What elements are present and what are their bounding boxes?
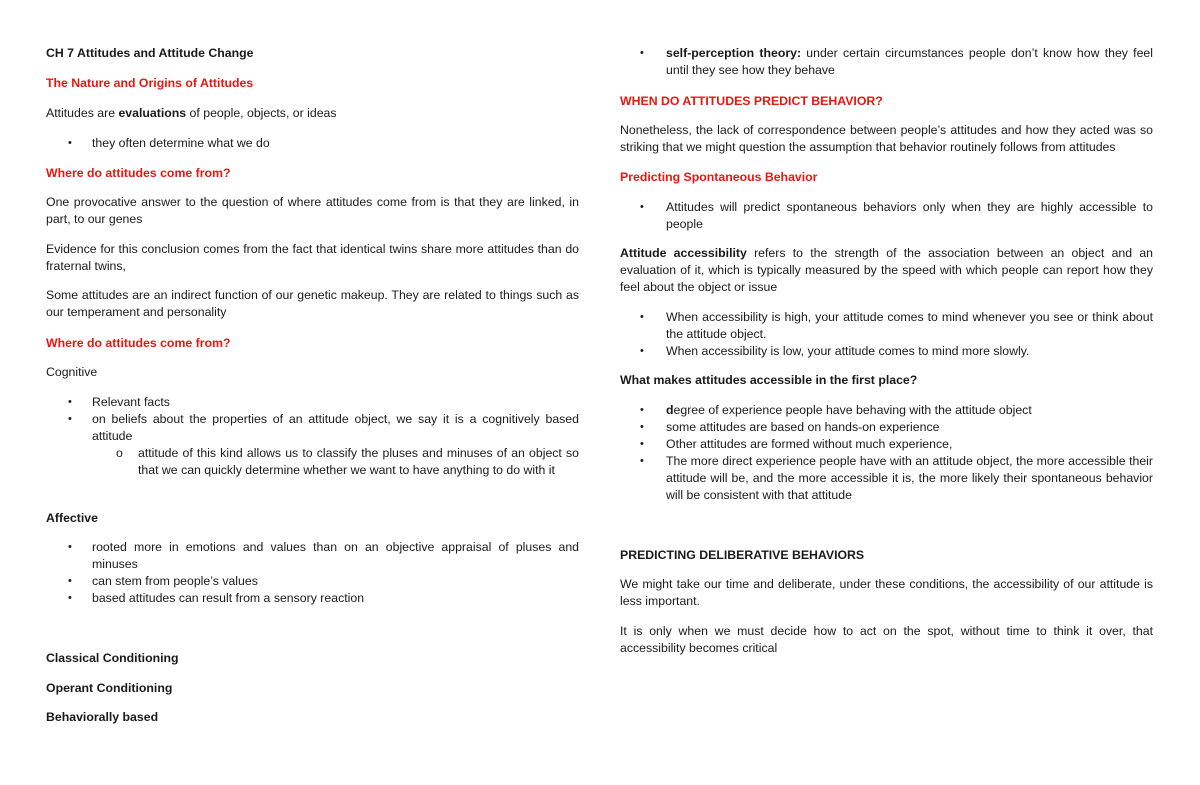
list-item: • When accessibility is low, your attitude comes to mind more slowly. — [640, 344, 1030, 358]
classical-conditioning-label: Classical Conditioning — [46, 651, 179, 665]
heading-when-predict: WHEN DO ATTITUDES PREDICT BEHAVIOR? — [620, 94, 883, 108]
list-item: • rooted more in emotions and values than on an objective appraisal of pluses and minuses — [68, 540, 579, 571]
heading-nature-origins: The Nature and Origins of Attitudes — [46, 76, 254, 90]
paragraph-nonetheless: Nonetheless, the lack of correspondence between people’s attitudes and how they acted was so striking that we might question the assumption that behavior routinely follows from attitudes — [620, 123, 1153, 154]
list-item: • Attitudes will predict spontaneous behaviors only when they are highly accessible to people — [640, 200, 1153, 231]
circle-bullet-icon: o — [116, 446, 123, 460]
operant-conditioning-label: Operant Conditioning — [46, 681, 173, 695]
list-item: • degree of experience people have behaving with the attitude object — [640, 403, 1032, 417]
list-item: • some attitudes are based on hands-on experience — [640, 420, 940, 434]
bullet-icon: • — [68, 575, 72, 587]
bullet-icon: • — [68, 592, 72, 604]
bullet-icon: • — [640, 47, 644, 59]
heading-deliberative: PREDICTING DELIBERATIVE BEHAVIORS — [620, 548, 865, 562]
list-item: • can stem from people’s values — [68, 574, 258, 588]
list-item: • The more direct experience people have with an attitude object, the more accessible their attitude will be, and the more accessible it is, the more likely their spontaneous behavior will be consistent with that attitude — [640, 454, 1153, 502]
page-title: CH 7 Attitudes and Attitude Change — [46, 46, 254, 60]
list-item: • Relevant facts — [68, 395, 170, 409]
heading-spontaneous: Predicting Spontaneous Behavior — [620, 170, 818, 184]
self-perception-term: self-perception theory: — [666, 46, 802, 60]
attitudes-definition: Attitudes are evaluations of people, objects, or ideas — [46, 106, 337, 120]
list-item: • on beliefs about the properties of an attitude object, we say it is a cognitively based attitude — [68, 412, 579, 443]
bullet-icon: • — [68, 396, 72, 408]
cognitive-label: Cognitive — [46, 365, 98, 379]
paragraph-deliberate: We might take our time and deliberate, under these conditions, the accessibility of our attitude is less important. — [620, 577, 1153, 608]
behaviorally-based-label: Behaviorally based — [46, 710, 159, 724]
bullet-icon: • — [640, 345, 644, 357]
bullet-icon: • — [640, 311, 644, 323]
evaluations-term: evaluations — [118, 106, 187, 120]
bullet-icon: • — [640, 201, 644, 213]
paragraph-accessibility: Attitude accessibility refers to the strength of the association between an object and an evaluation of it, which is typically measured by the speed with which people can report how they feel about the object or issue — [620, 246, 1153, 294]
sub-list-item: o attitude of this kind allows us to classify the pluses and minuses of an object so that we can quickly determine whether we want to have anything to do with it — [116, 446, 579, 477]
list-item: • based attitudes can result from a sensory reaction — [68, 591, 365, 605]
paragraph-genes: One provocative answer to the question of where attitudes come from is that they are linked, in part, to our genes — [46, 195, 579, 226]
list-item: • When accessibility is high, your attitude comes to mind whenever you see or think about the attitude object. — [640, 310, 1153, 341]
heading-where-from-1: Where do attitudes come from? — [46, 166, 231, 180]
bullet-icon: • — [68, 137, 72, 149]
affective-label: Affective — [46, 511, 98, 525]
list-item: • self-perception theory: under certain circumstances people don’t know how they feel until they see how they behave — [640, 46, 1153, 77]
heading-where-from-2: Where do attitudes come from? — [46, 336, 231, 350]
list-item: • they often determine what we do — [68, 136, 270, 150]
bullet-icon: • — [68, 541, 72, 553]
bullet-icon: • — [68, 413, 72, 425]
list-item: • Other attitudes are formed without much experience, — [640, 437, 953, 451]
paragraph-genetic-makeup: Some attitudes are an indirect function of our genetic makeup. They are related to things such as our temperament and personality — [46, 288, 579, 319]
bullet-icon: • — [640, 438, 644, 450]
paragraph-on-the-spot: It is only when we must decide how to act on the spot, without time to think it over, that accessibility becomes critical — [620, 624, 1153, 655]
heading-what-makes: What makes attitudes accessible in the first place? — [620, 373, 918, 387]
bullet-icon: • — [640, 455, 644, 467]
bullet-icon: • — [640, 421, 644, 433]
bullet-icon: • — [640, 404, 644, 416]
accessibility-term: Attitude accessibility — [620, 246, 747, 260]
paragraph-twins: Evidence for this conclusion comes from the fact that identical twins share more attitudes than do fraternal twins, — [46, 242, 579, 273]
